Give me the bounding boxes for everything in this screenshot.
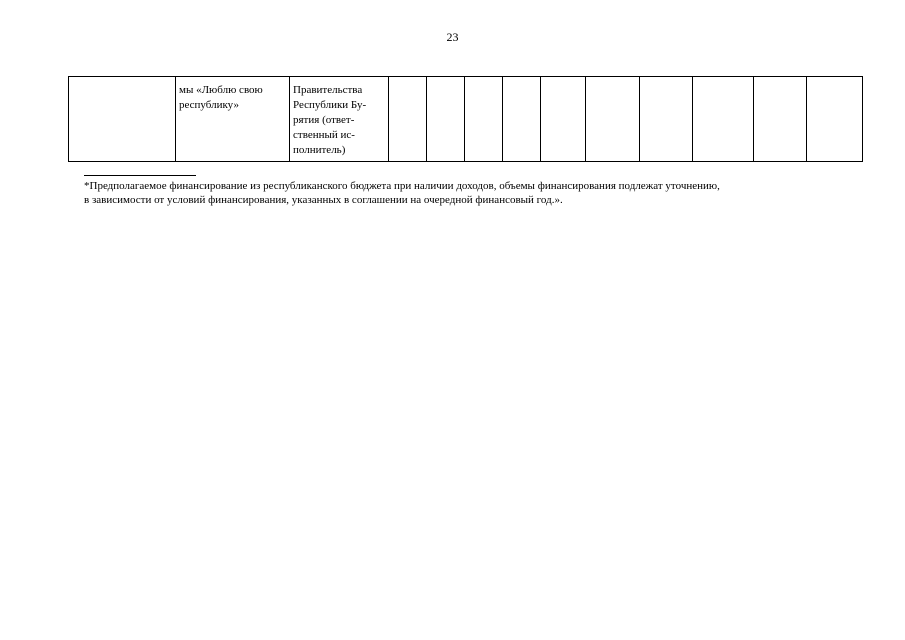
table-cell-empty	[693, 77, 754, 162]
footnote-line: в зависимости от условий финансирования, указанных в соглашении на очередной финансовый год.».	[84, 194, 563, 206]
table-row	[69, 77, 863, 162]
footnote-line: *Предполагаемое финансирование из республиканского бюджета при наличии доходов, объемы финансирования подлежат уточнению,	[84, 180, 720, 192]
cell-text-line: Правительства	[293, 84, 363, 96]
table-cell-empty	[586, 77, 640, 162]
table-cell-empty	[807, 77, 863, 162]
page-number: 23	[446, 30, 459, 44]
cell-text-line: Республики Бу-	[293, 99, 367, 111]
table-cell-empty	[465, 77, 503, 162]
table-cell-empty	[640, 77, 693, 162]
cell-text-line: полнитель)	[293, 144, 346, 156]
cell-text-line: рятия (ответ-	[293, 114, 355, 126]
financing-table	[68, 76, 863, 162]
cell-text-line: мы «Люблю свою	[179, 84, 263, 96]
table-cell-empty	[503, 77, 541, 162]
table-cell-activity	[176, 77, 290, 162]
table-cell-empty	[754, 77, 807, 162]
cell-text-line: республику»	[179, 99, 239, 111]
table-cell-number	[69, 77, 176, 162]
table-cell-executor	[290, 77, 389, 162]
table-cell-empty	[389, 77, 427, 162]
cell-text-line: ственный ис-	[293, 129, 355, 141]
footnote	[84, 179, 854, 207]
table-cell-empty	[541, 77, 586, 162]
footnote-separator	[84, 175, 196, 176]
table-cell-empty	[427, 77, 465, 162]
